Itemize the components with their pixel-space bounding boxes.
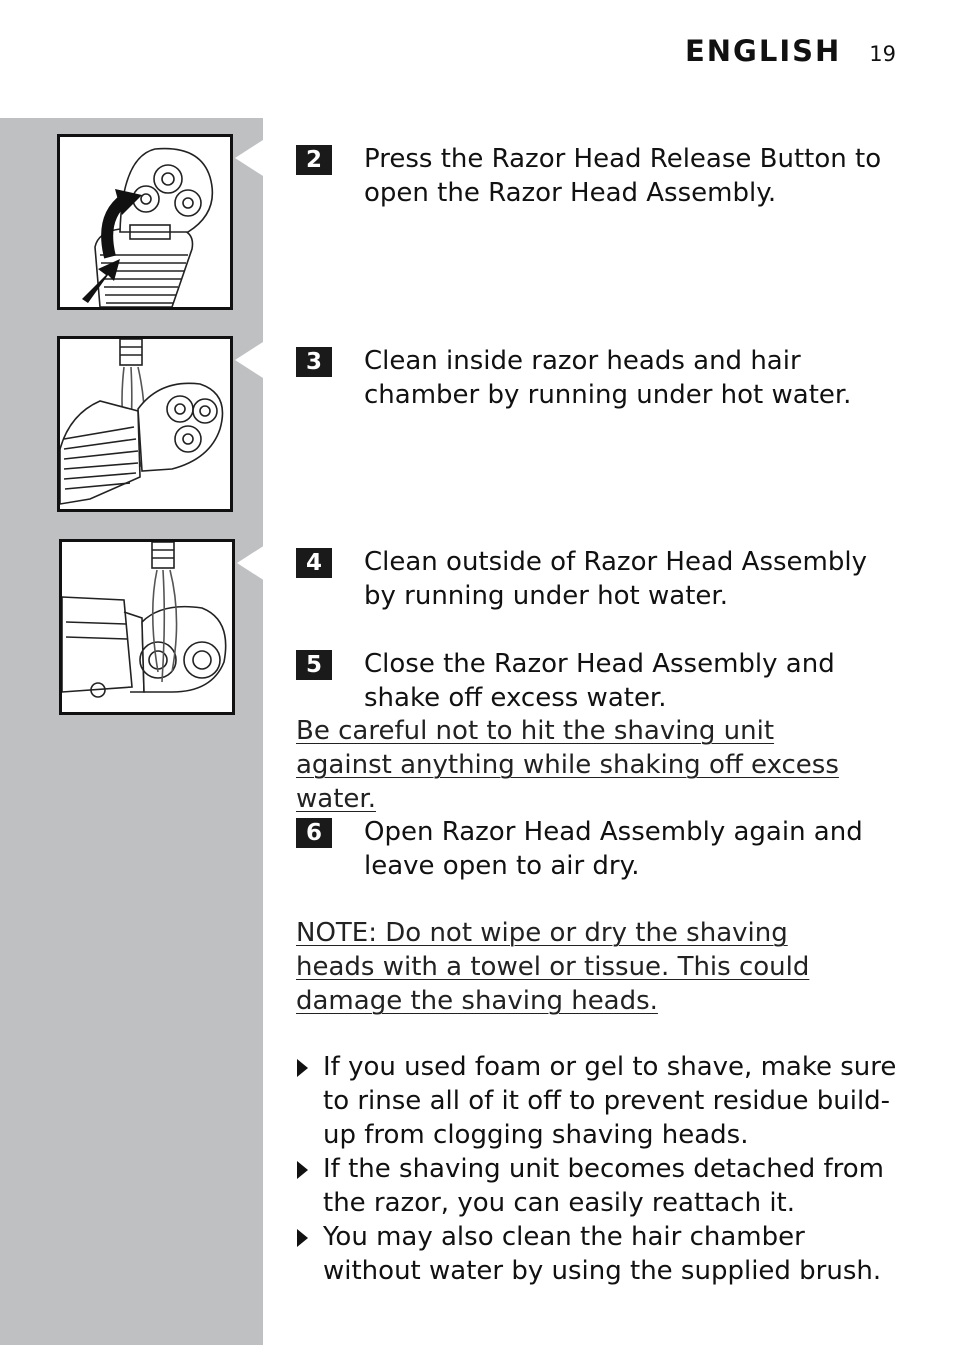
tips-list bbox=[296, 1050, 906, 1288]
figure-pointer bbox=[237, 545, 265, 581]
step-text: Close the Razor Head Assembly and shake off excess water. bbox=[364, 649, 835, 713]
step-number: 3 bbox=[296, 347, 332, 377]
step-text: Open Razor Head Assembly again and leave open to air dry. bbox=[364, 817, 863, 881]
step-text: Clean inside razor heads and hair chamber by running under hot water. bbox=[364, 346, 852, 410]
step-text: Press the Razor Head Release Button to open the Razor Head Assembly. bbox=[364, 144, 882, 208]
step-number: 6 bbox=[296, 818, 332, 848]
list-item: You may also clean the hair chamber without water by using the supplied brush. bbox=[296, 1220, 906, 1288]
step-number: 4 bbox=[296, 548, 332, 578]
bullet-marker bbox=[297, 1059, 308, 1077]
step-number: 5 bbox=[296, 650, 332, 680]
note-text: NOTE: Do not wipe or dry the shaving heads with a towel or tissue. This could damage the shaving heads. bbox=[296, 918, 810, 1016]
step-3 bbox=[296, 344, 906, 412]
list-item: If you used foam or gel to shave, make sure to rinse all of it off to prevent residue build-up from clogging shaving heads. bbox=[296, 1050, 906, 1152]
step-5 bbox=[296, 647, 906, 715]
caution-text: Be careful not to hit the shaving unit against anything while shaking off excess water. bbox=[296, 716, 839, 814]
rinse-inside-illustration bbox=[57, 336, 233, 512]
list-item: If the shaving unit becomes detached from the razor, you can easily reattach it. bbox=[296, 1152, 906, 1220]
figure-pointer bbox=[235, 342, 263, 378]
step-4 bbox=[296, 545, 906, 613]
bullet-marker bbox=[297, 1229, 308, 1247]
razor-open-illustration bbox=[57, 134, 233, 310]
step-number: 2 bbox=[296, 145, 332, 175]
bullet-marker bbox=[297, 1161, 308, 1179]
step-6 bbox=[296, 815, 906, 883]
rinse-outside-illustration bbox=[59, 539, 235, 715]
step-text: Clean outside of Razor Head Assembly by running under hot water. bbox=[364, 547, 867, 611]
language-label: ENGLISH bbox=[684, 34, 842, 68]
page-header bbox=[685, 34, 896, 68]
figure-pointer bbox=[235, 140, 263, 176]
step-2 bbox=[296, 142, 906, 210]
page-number: 19 bbox=[869, 42, 896, 66]
